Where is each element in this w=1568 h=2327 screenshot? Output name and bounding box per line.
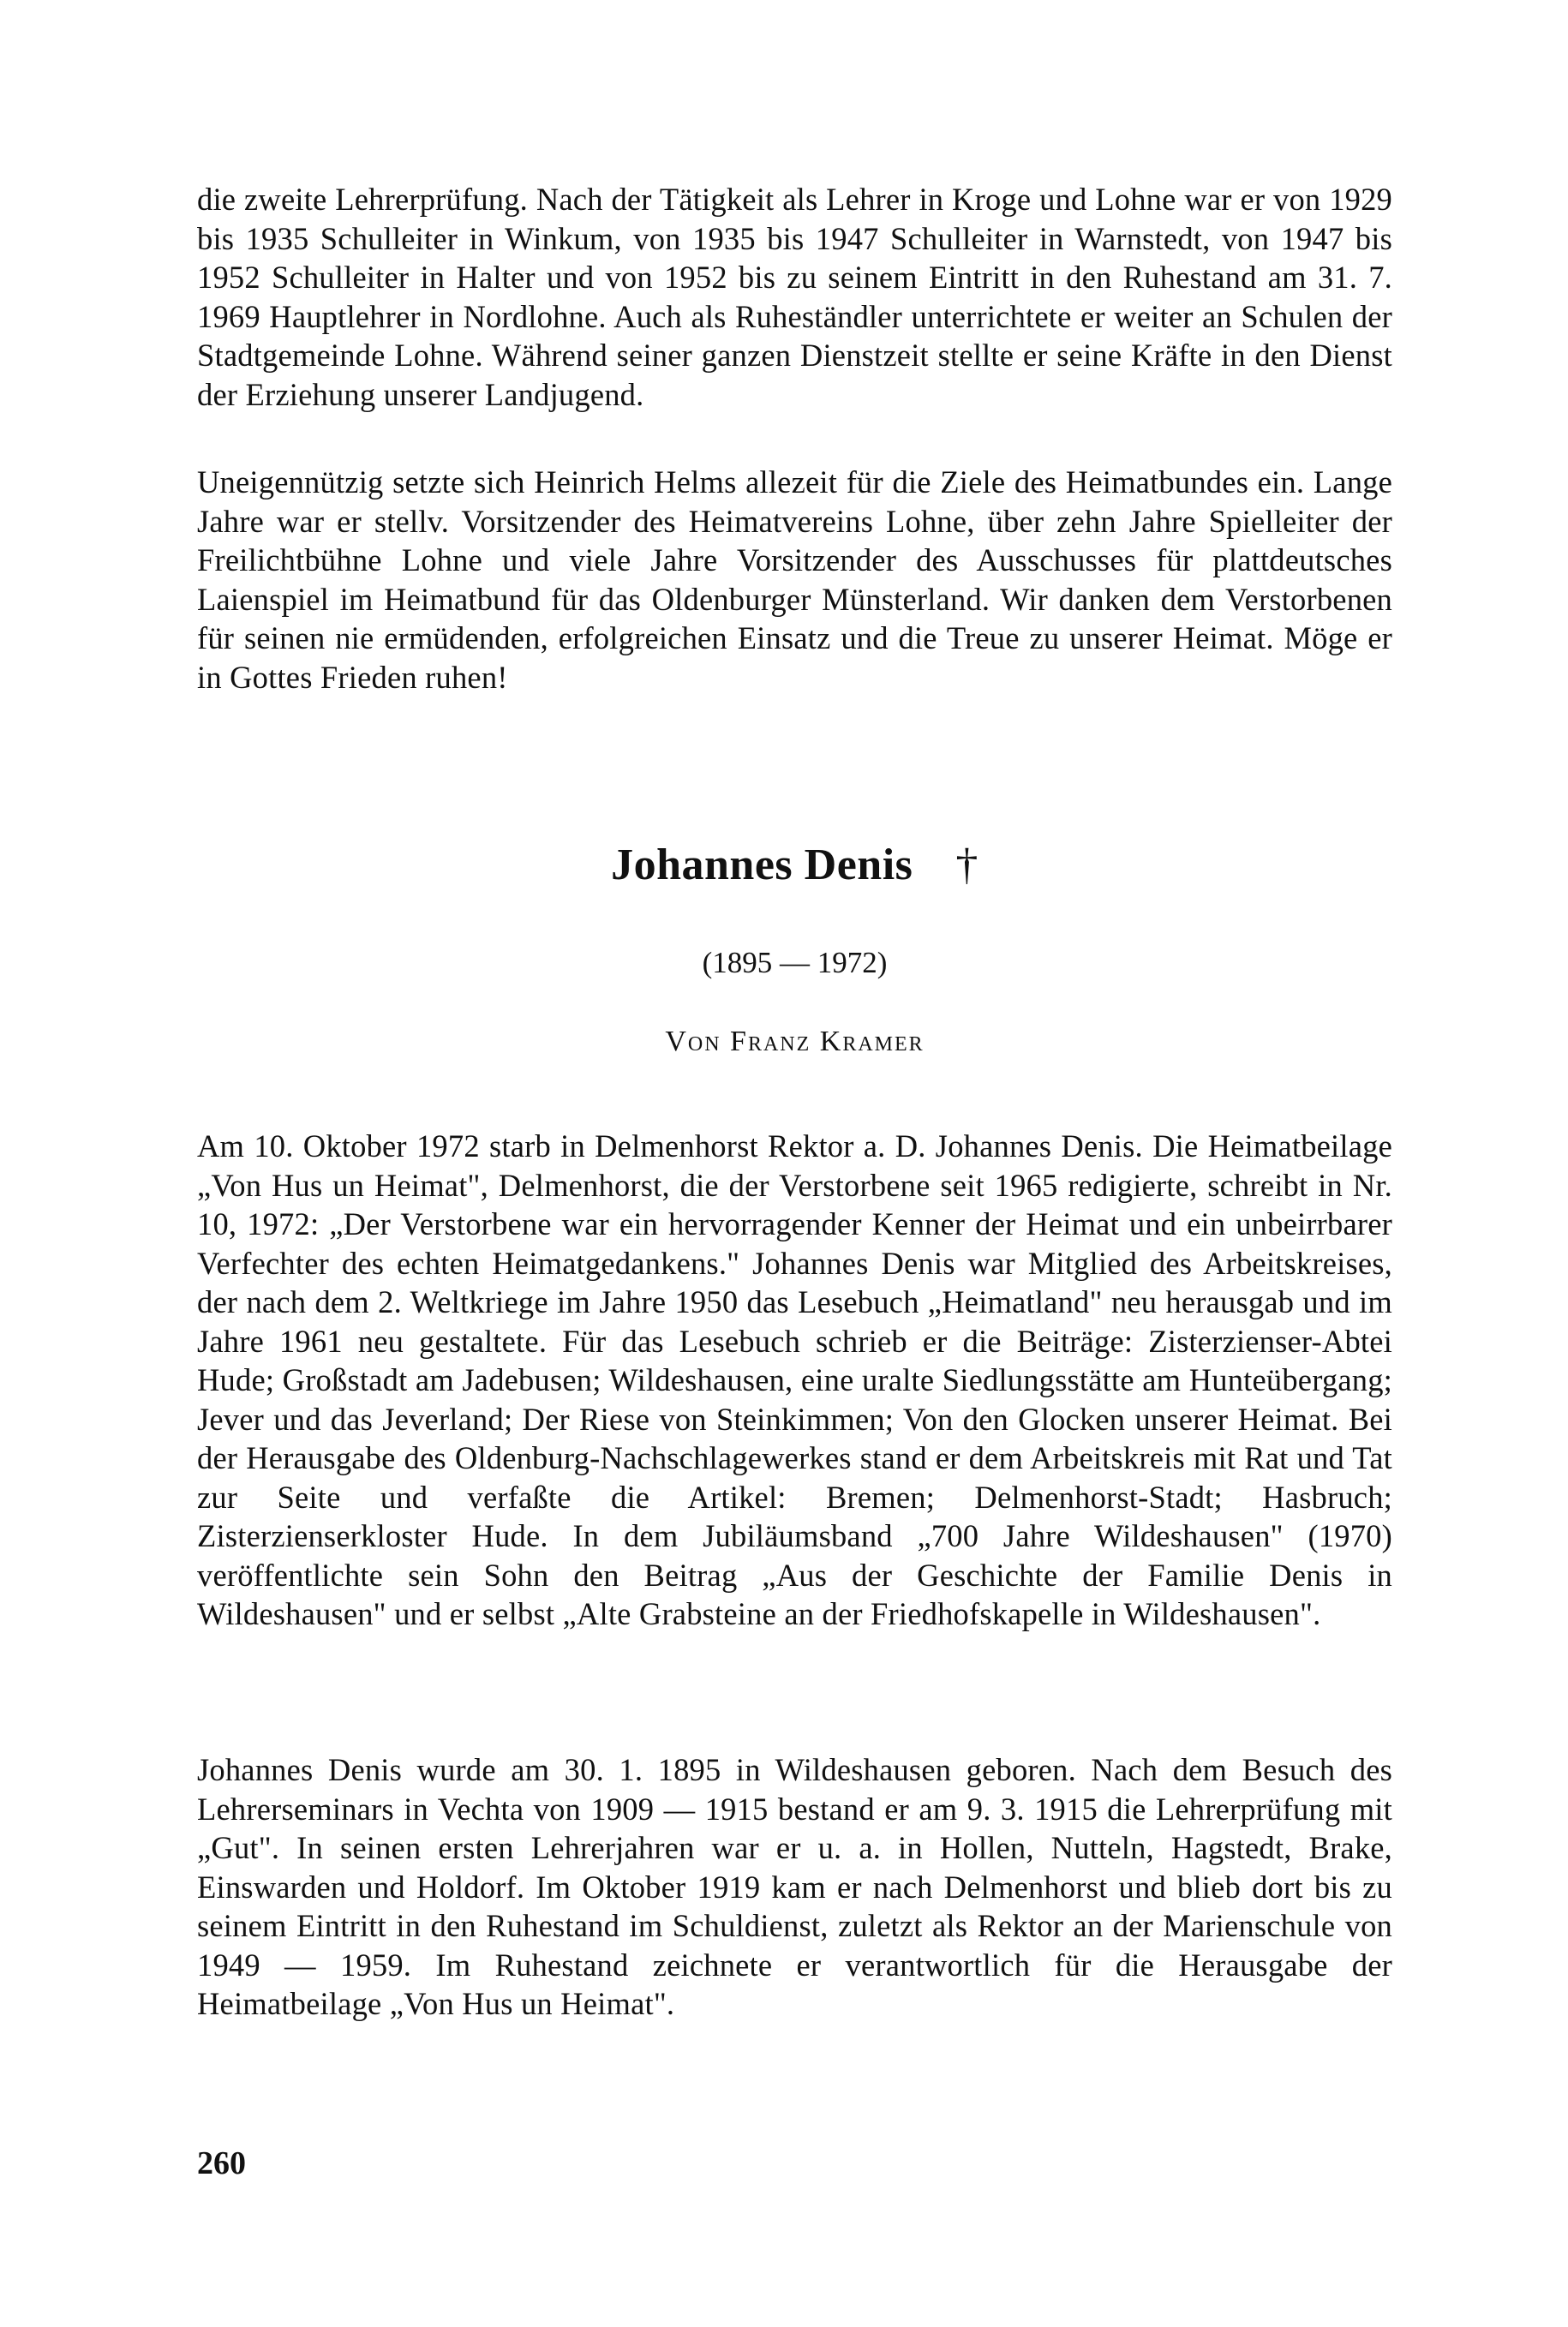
death-cross-icon: † [955, 840, 979, 889]
obituary-name: Johannes Denis [611, 840, 913, 889]
obituary-title [197, 838, 1392, 893]
paragraph-denis-work: Am 10. Oktober 1972 starb in Delmenhorst Rektor a. D. Johannes Denis. Die Heimatbeilage „Von Hus un Heimat", Delmenhorst, die der Verstorbene seit 1965 redigierte, schreibt in Nr. 10, 1972: „Der Verstorbene war ein hervorragender Kenner der Heimat und ein unbeirrbarer Verfechter des echten Heimatgedankens." Johannes Denis war Mitglied des Arbeitskreises, der nach dem 2. Weltkriege im Jahre 1950 das Lesebuch „Heimatland" neu herausgab und im Jahre 1961 neu gestaltete. Für das Lesebuch schrieb er die Beiträge: Zisterzienser-Abtei Hude; Großstadt am Jadebusen; Wildeshausen, eine uralte Siedlungsstätte am Hunteübergang; Jever und das Jeverland; Der Riese von Steinkimmen; Von den Glocken unserer Heimat. Bei der Herausgabe des Oldenburg-Nachschlagewerkes stand er dem Arbeitskreis mit Rat und Tat zur Seite und verfaßte die Artikel: Bremen; Delmenhorst-Stadt; Hasbruch; Zisterzienserkloster Hude. In dem Jubiläumsband „700 Jahre Wildeshausen" (1970) veröffentlichte sein Sohn den Beitrag „Aus der Geschichte der Familie Denis in Wildeshausen" und er selbst „Alte Grabsteine an der Friedhofskapelle in Wildeshausen". [197, 1128, 1392, 1631]
document-page [197, 0, 1392, 2327]
page-number: 260 [197, 2145, 246, 2181]
paragraph-helms-tribute: Uneigennützig setzte sich Heinrich Helms allezeit für die Ziele des Heimatbundes ein. Lange Jahre war er stellv. Vorsitzender des Heimatvereins Lohne, über zehn Jahre Spielleiter der Freilichtbühne Lohne und viele Jahre Vorsitzender des Ausschusses für plattdeutsches Laienspiel im Heimatbund für das Oldenburger Münsterland. Wir danken dem Verstorbenen für seinen nie ermüdenden, erfolgreichen Einsatz und die Treue zu unserer Heimat. Möge er in Gottes Frieden ruhen! [197, 464, 1392, 695]
obituary-life-years: (1895 — 1972) [702, 946, 888, 979]
obituary-author: Von Franz Kramer [665, 1026, 925, 1057]
paragraph-helms-career: die zweite Lehrerprüfung. Nach der Tätigkeit als Lehrer in Kroge und Lohne war er von 1929 bis 1935 Schulleiter in Winkum, von 1935 bis 1947 Schulleiter in Warnstedt, von 1947 bis 1952 Schulleiter in Halter und von 1952 bis zu seinem Eintritt in den Ruhestand am 31. 7. 1969 Hauptlehrer in Nordlohne. Auch als Ruheständler unterrichtete er weiter an Schulen der Stadtgemeinde Lohne. Während seiner ganzen Dienstzeit stellte er seine Kräfte in den Dienst der Erziehung unserer Landjugend. [197, 182, 1392, 412]
paragraph-denis-biography: Johannes Denis wurde am 30. 1. 1895 in Wildeshausen geboren. Nach dem Besuch des Lehrerseminars in Vechta von 1909 — 1915 bestand er am 9. 3. 1915 die Lehrerprüfung mit „Gut". In seinen ersten Lehrerjahren war er u. a. in Hollen, Nutteln, Hagstedt, Brake, Einswarden und Holdorf. Im Oktober 1919 kam er nach Delmenhorst und blieb dort bis zu seinem Eintritt in den Ruhestand im Schuldienst, zuletzt als Rektor an der Marienschule von 1949 — 1959. Im Ruhestand zeichnete er verantwortlich für die Herausgabe der Heimatbeilage „Von Hus un Heimat". [197, 1752, 1392, 2021]
